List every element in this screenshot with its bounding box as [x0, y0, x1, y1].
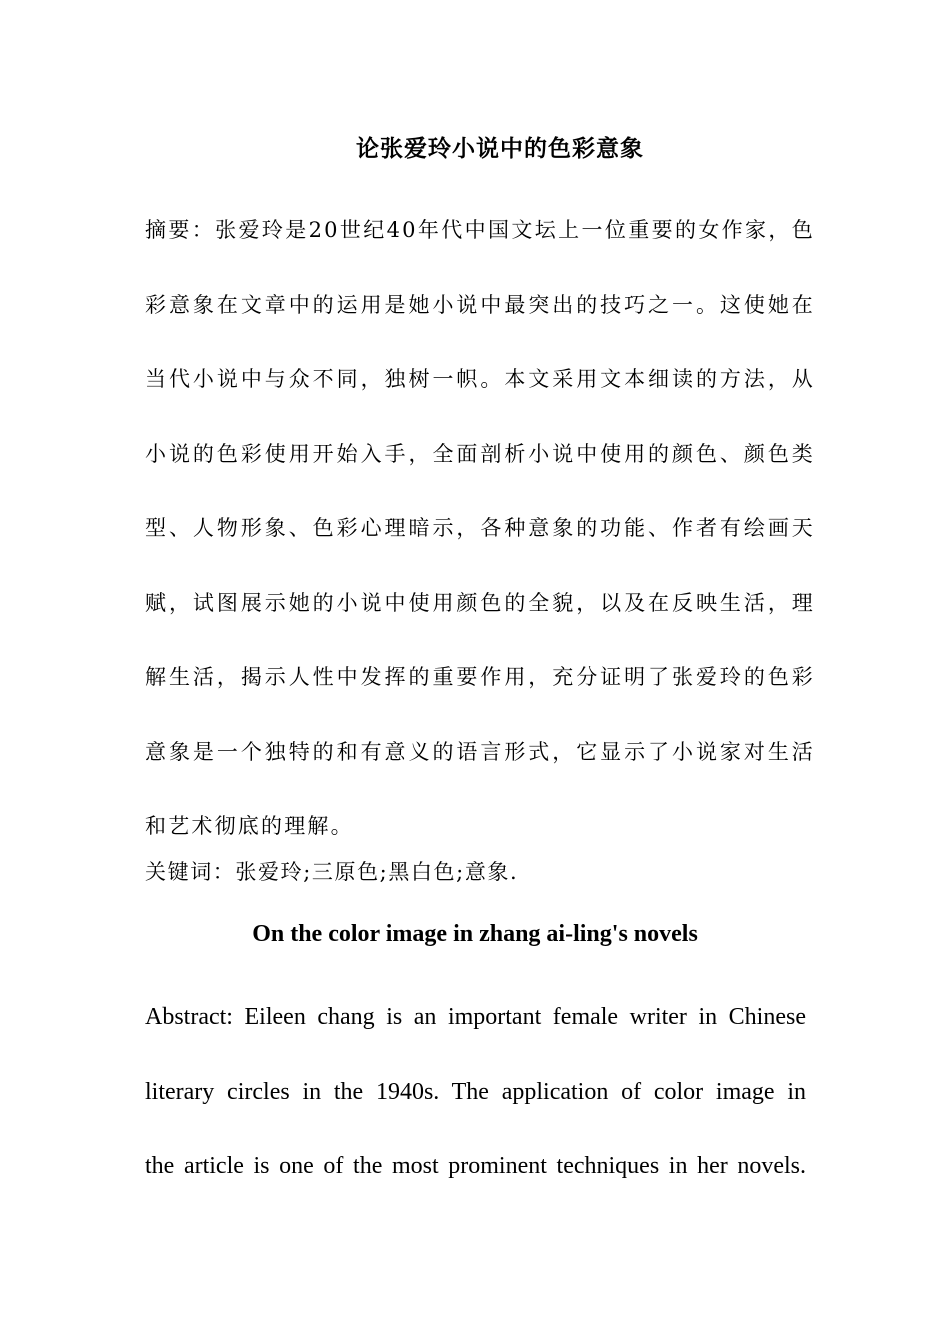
english-abstract [145, 980, 806, 1204]
english-title: On the color image in zhang ai-ling's novels [252, 921, 698, 947]
chinese-abstract: 摘要：张爱玲是20世纪40年代中国文坛上一位重要的女作家，色彩意象在文章中的运用是她小说中最突出的技巧之一。这使她在当代小说中与众不同，独树一帜。本文采用文本细读的方法，从小说的色彩使用开始入手，全面剖析小说中使用的颜色、颜色类型、人物形象、色彩心理暗示，各种意象的功能、作者有绘画天赋，试图展示她的小说中使用颜色的全貌，以及在反映生活，理解生活，揭示人性中发挥的重要作用，充分证明了张爱玲的色彩意象是一个独特的和有意义的语言形式，它显示了小说家对生活和艺术彻底的理解。 [145, 218, 815, 838]
chinese-title: 论张爱玲小说中的色彩意象 [356, 136, 644, 162]
english-abstract-line: the article is one of the most prominent techniques in her novels. [145, 1153, 806, 1179]
english-abstract-line: literary circles in the 1940s. The application of color image in [145, 1078, 806, 1105]
chinese-keywords: 关键词：张爱玲;三原色;黑白色;意象. [145, 860, 519, 884]
english-abstract-line: Abstract: Eileen chang is an important female writer in Chinese [145, 1004, 806, 1030]
